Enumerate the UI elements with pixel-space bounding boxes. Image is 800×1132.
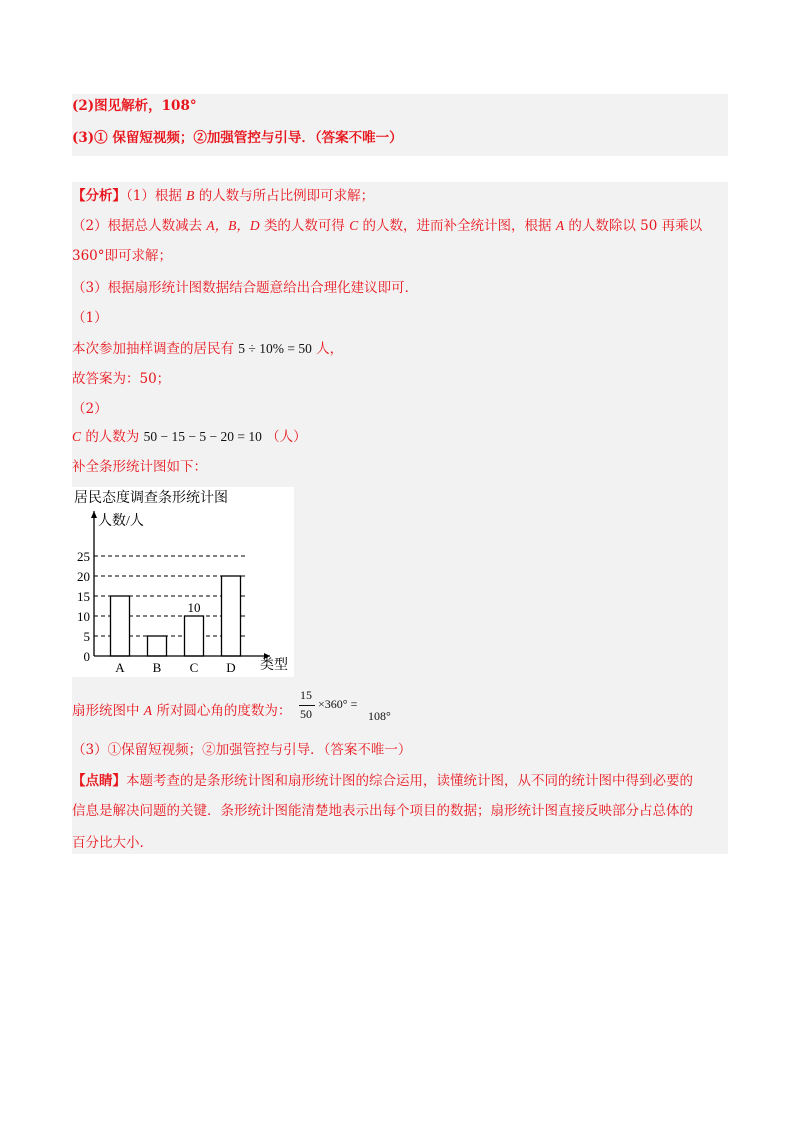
y-tick-label-20: 20: [77, 569, 90, 584]
var-abd: A，B，D: [206, 218, 260, 233]
angle-text-a: 扇形统图中: [72, 703, 140, 719]
x-tick-label-B: B: [152, 660, 162, 675]
x-tick-label-A: A: [115, 660, 125, 675]
analysis-p2-c: 的人数，进而补全统计图，根据: [362, 218, 552, 234]
var-c: C: [349, 218, 359, 233]
analysis-intro: （1）根据: [126, 188, 182, 204]
bar-chart-svg: [72, 487, 294, 677]
y-tick-label-5: 5: [83, 629, 90, 644]
comment-text-1: 本题考查的是条形统计图和扇形统计图的综合运用，读懂统计图，从不同的统计图中得到必要的: [126, 773, 693, 789]
analysis-line-3: 360°即可求解；: [72, 248, 173, 264]
solution-1-label: （1）: [72, 310, 108, 326]
solution-1-answer: 故答案为：50；: [72, 371, 171, 387]
analysis-intro-rest: 的人数与所占比例即可求解；: [198, 188, 375, 204]
solution-1-math: 5 ÷ 10% = 50: [238, 341, 312, 356]
var-a-angle: A: [143, 703, 153, 718]
solution-2-math: 50 − 15 − 5 − 20 = 10: [143, 429, 262, 444]
solution-2-unit: （人）: [266, 429, 307, 445]
y-axis-arrow: [91, 511, 97, 518]
y-tick-label-10: 10: [77, 609, 90, 624]
analysis-p2-d: 的人数除以 50 再乘以: [568, 218, 703, 234]
x-tick-label-D: D: [226, 660, 236, 675]
var-b: B: [186, 188, 195, 203]
comment-line-3: 百分比大小.: [72, 835, 144, 851]
bar-C: [185, 616, 204, 656]
solution-2-text: 的人数为: [85, 429, 140, 445]
solution-1-unit: 人，: [316, 341, 344, 357]
fraction-denominator: 50: [300, 707, 312, 721]
analysis-p2-a: （2）根据总人数减去: [72, 218, 203, 234]
y-axis-label: 人数/人: [98, 514, 144, 529]
bar-A: [111, 596, 130, 656]
comment-line-2: 信息是解决问题的关键．条形统计图能清楚地表示出每个项目的数据；扇形统计图直接反映部分占总体的: [72, 803, 693, 819]
solution-2-line: [72, 427, 307, 447]
bar-B: [148, 636, 167, 656]
angle-line: [72, 701, 291, 721]
fraction-numerator: 15: [300, 688, 312, 702]
chart-title: 居民态度调查条形统计图: [74, 491, 228, 506]
solution-1-text: 本次参加抽样调查的居民有: [72, 341, 234, 357]
angle-result: 108°: [368, 709, 391, 723]
angle-multiplier: ×360° =: [318, 697, 358, 711]
solution-1-line: [72, 339, 343, 359]
angle-text-b: 所对圆心角的度数为：: [156, 703, 292, 719]
answer-part-3: (3)① 保留短视频；②加强管控与引导．（答案不唯一）: [72, 130, 403, 146]
comment-label: 【点睛】: [72, 773, 126, 789]
solution-2-label: （2）: [72, 401, 108, 417]
data-label-C: 10: [187, 600, 201, 615]
solution-3: （3）①保留短视频；②加强管控与引导．（答案不唯一）: [72, 742, 412, 758]
analysis-label: 【分析】: [72, 188, 126, 204]
comment-line-1: [72, 771, 693, 791]
bar-D: [222, 576, 241, 656]
x-tick-label-C: C: [189, 660, 199, 675]
var-c-count: C: [72, 429, 82, 444]
var-a: A: [555, 218, 565, 233]
y-tick-label-25: 25: [77, 549, 90, 564]
answer-part-2: (2)图见解析，108°: [72, 98, 197, 114]
analysis-line-1: [72, 186, 374, 206]
x-axis-label: 类型: [260, 658, 288, 673]
analysis-line-4: （3）根据扇形统计图数据结合题意给出合理化建议即可．: [72, 280, 419, 296]
bar-chart: [72, 487, 294, 677]
y-tick-label-15: 15: [77, 589, 90, 604]
solution-2-chart-intro: 补全条形统计图如下：: [72, 459, 207, 475]
analysis-p2-b: 类的人数可得: [263, 218, 345, 234]
fraction-bar: [299, 705, 315, 706]
y-tick-label-0: 0: [83, 649, 90, 664]
analysis-line-2: [72, 216, 702, 236]
